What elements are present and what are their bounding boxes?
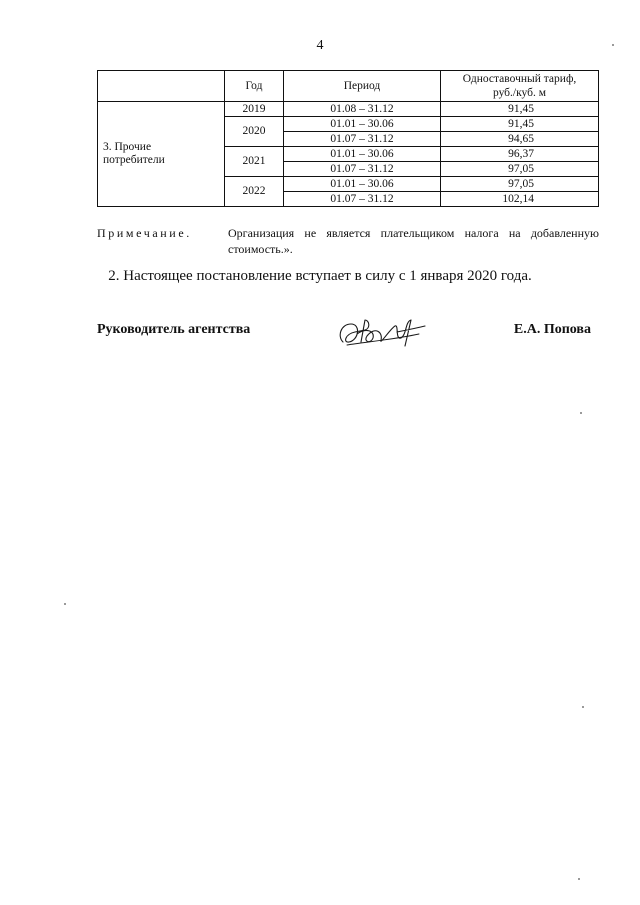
period-cell: 01.08 – 31.12: [284, 102, 441, 117]
note-label: Примечание.: [97, 226, 192, 240]
tariff-value-cell: 91,45: [441, 102, 599, 117]
period-cell: 01.01 – 30.06: [284, 147, 441, 162]
signatory-name: Е.А. Попова: [513, 322, 591, 337]
year-cell: 2020: [225, 117, 284, 147]
year-cell: 2022: [225, 177, 284, 207]
consumer-group-line1: 3. Прочие: [103, 141, 152, 154]
header-tariff-line2: руб./куб. м: [492, 87, 547, 99]
tariff-table: [97, 70, 599, 207]
tariff-value-cell: 102,14: [441, 192, 599, 207]
tariff-value-cell: 94,65: [441, 132, 599, 147]
scan-speck: [580, 412, 582, 414]
tariff-value-cell: 97,05: [441, 177, 599, 192]
scan-speck: [612, 44, 614, 46]
period-cell: 01.07 – 31.12: [284, 192, 441, 207]
consumer-group-line2: потребители: [103, 154, 165, 166]
header-tariff: [441, 71, 599, 102]
consumer-group-cell: [98, 102, 225, 207]
header-tariff-line1: Одноставочный тариф,: [462, 72, 577, 85]
signature-block: [97, 316, 591, 356]
period-cell: 01.07 – 31.12: [284, 132, 441, 147]
scan-speck: [582, 706, 584, 708]
scan-speck: [64, 603, 66, 605]
year-cell: 2019: [225, 102, 284, 117]
handwritten-signature: [335, 312, 435, 352]
signatory-title: Руководитель агентства: [97, 322, 251, 337]
period-cell: 01.01 – 30.06: [284, 117, 441, 132]
header-year: Год: [225, 71, 284, 102]
table-row: [98, 102, 599, 117]
tariff-value-cell: 97,05: [441, 162, 599, 177]
year-cell: 2021: [225, 147, 284, 177]
header-group: [98, 71, 225, 102]
tariff-value-cell: 96,37: [441, 147, 599, 162]
page-number: 4: [316, 38, 324, 53]
note-text: Организация не является плательщиком налога на добавленную стоимость.».: [228, 226, 599, 257]
scan-speck: [578, 878, 580, 880]
period-cell: 01.07 – 31.12: [284, 162, 441, 177]
tariff-value-cell: 91,45: [441, 117, 599, 132]
effective-date-clause: 2. Настоящее постановление вступает в силу с 1 января 2020 года.: [108, 268, 532, 284]
period-cell: 01.01 – 30.06: [284, 177, 441, 192]
table-header-row: [98, 71, 599, 102]
note-block: [97, 225, 599, 257]
header-period: Период: [284, 71, 441, 102]
